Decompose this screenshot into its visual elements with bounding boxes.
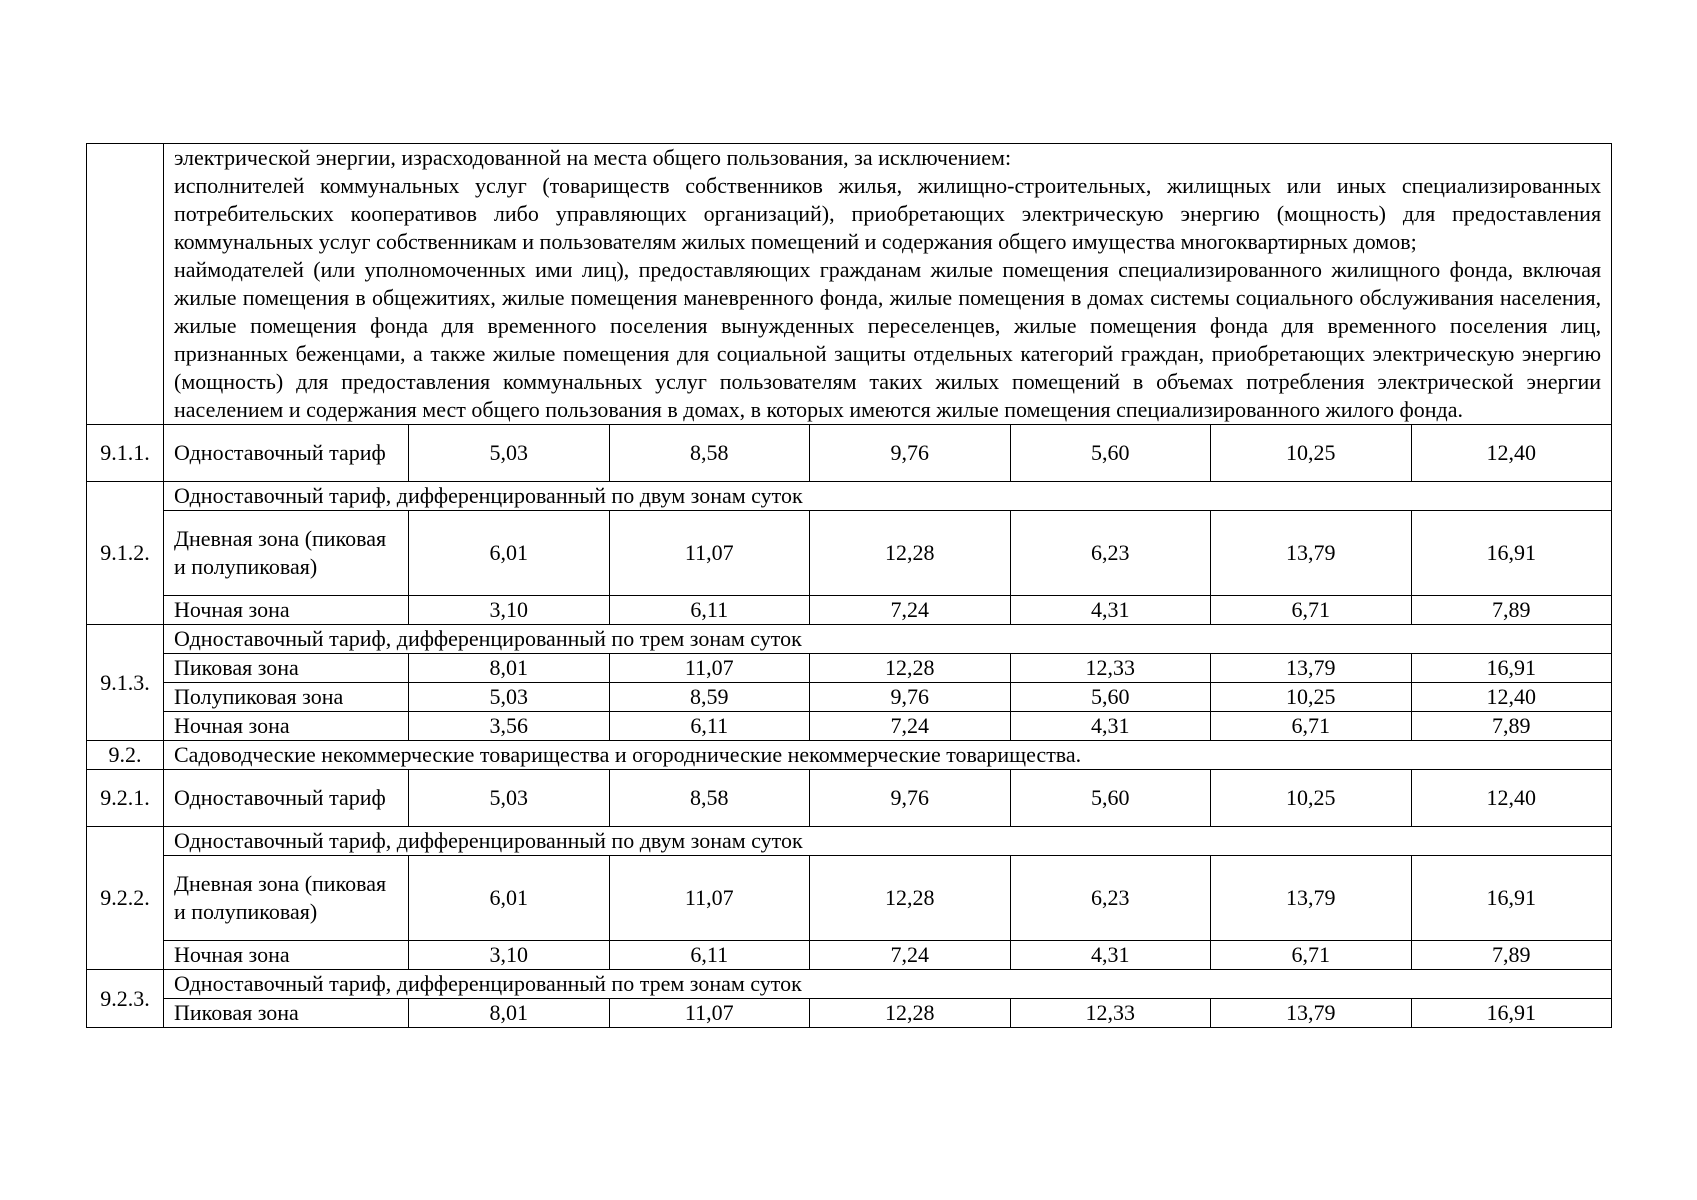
value-cell: 16,91 [1411, 856, 1612, 941]
row-number: 9.2.1. [87, 770, 164, 827]
table-row [87, 999, 1612, 1028]
value-cell: 5,60 [1010, 425, 1211, 482]
value-cell: 12,40 [1411, 683, 1612, 712]
value-cell: 11,07 [609, 999, 810, 1028]
row-label: Дневная зона (пиковая и полупиковая) [164, 511, 409, 596]
row-number: 9.2.2. [87, 827, 164, 970]
section-row [87, 482, 1612, 511]
table-row [87, 596, 1612, 625]
value-cell: 7,89 [1411, 941, 1612, 970]
section-row [87, 625, 1612, 654]
value-cell: 16,91 [1411, 654, 1612, 683]
intro-text-cell [164, 144, 1612, 425]
section-title: Одноставочный тариф, дифференцированный по двум зонам суток [164, 482, 1612, 511]
row-label: Ночная зона [164, 712, 409, 741]
value-cell: 7,24 [810, 941, 1011, 970]
value-cell: 9,76 [810, 770, 1011, 827]
value-cell: 8,58 [609, 770, 810, 827]
value-cell: 6,23 [1010, 511, 1211, 596]
section-row [87, 827, 1612, 856]
value-cell: 13,79 [1211, 654, 1412, 683]
value-cell: 10,25 [1211, 683, 1412, 712]
value-cell: 16,91 [1411, 999, 1612, 1028]
intro-paragraph: наймодателей (или уполномоченных ими лиц), предоставляющих гражданам жилые помещения специализированного жилищного фонда, включая жилые помещения в общежитиях, жилые помещения маневренного фонда, жилые помещения в домах системы социального обслуживания населения, жилые помещения фонда для временного поселения вынужденных переселенцев, жилые помещения фонда для временного поселения лиц, признанных беженцами, а также жилые помещения для социальной защиты отдельных категорий граждан, приобретающих электрическую энергию (мощность) для предоставления коммунальных услуг пользователям таких жилых помещений в объемах потребления электрической энергии населением и содержания мест общего пользования в домах, в которых имеются жилые помещения специализированного жилого фонда. [174, 257, 1602, 422]
table-row [87, 856, 1612, 941]
table-row [87, 770, 1612, 827]
section-title: Одноставочный тариф, дифференцированный по двум зонам суток [164, 827, 1612, 856]
table-row [87, 654, 1612, 683]
value-cell: 8,01 [409, 999, 610, 1028]
value-cell: 11,07 [609, 856, 810, 941]
value-cell: 4,31 [1010, 941, 1211, 970]
value-cell: 13,79 [1211, 856, 1412, 941]
value-cell: 7,89 [1411, 596, 1612, 625]
table-row [87, 511, 1612, 596]
table-row [87, 683, 1612, 712]
value-cell: 8,01 [409, 654, 610, 683]
value-cell: 3,10 [409, 941, 610, 970]
value-cell: 12,28 [810, 654, 1011, 683]
row-number: 9.2. [87, 741, 164, 770]
row-number: 9.2.3. [87, 970, 164, 1028]
value-cell: 12,33 [1010, 654, 1211, 683]
value-cell: 9,76 [810, 683, 1011, 712]
row-label: Дневная зона (пиковая и полупиковая) [164, 856, 409, 941]
section-title: Одноставочный тариф, дифференцированный по трем зонам суток [164, 970, 1612, 999]
value-cell: 12,28 [810, 511, 1011, 596]
value-cell: 11,07 [609, 511, 810, 596]
table-row [87, 712, 1612, 741]
row-label: Пиковая зона [164, 999, 409, 1028]
value-cell: 5,03 [409, 683, 610, 712]
row-number-cell [87, 144, 164, 425]
value-cell: 6,71 [1211, 712, 1412, 741]
row-label: Одноставочный тариф [164, 770, 409, 827]
value-cell: 6,01 [409, 511, 610, 596]
intro-paragraph: исполнителей коммунальных услуг (товариществ собственников жилья, жилищно-строительных, жилищных или иных специализированных потребительских кооперативов либо управляющих организаций), приобретающих электрическую энергию (мощность) для предоставления коммунальных услуг собственникам и пользователям жилых помещений и содержания общего имущества многоквартирных домов; [174, 173, 1602, 254]
value-cell: 6,11 [609, 596, 810, 625]
section-row [87, 741, 1612, 770]
value-cell: 12,33 [1010, 999, 1211, 1028]
value-cell: 8,58 [609, 425, 810, 482]
value-cell: 13,79 [1211, 511, 1412, 596]
value-cell: 13,79 [1211, 999, 1412, 1028]
row-label: Полупиковая зона [164, 683, 409, 712]
value-cell: 6,01 [409, 856, 610, 941]
value-cell: 5,60 [1010, 770, 1211, 827]
value-cell: 10,25 [1211, 425, 1412, 482]
section-title: Одноставочный тариф, дифференцированный по трем зонам суток [164, 625, 1612, 654]
value-cell: 3,10 [409, 596, 610, 625]
table-row [87, 425, 1612, 482]
value-cell: 6,71 [1211, 596, 1412, 625]
value-cell: 4,31 [1010, 596, 1211, 625]
intro-paragraph: электрической энергии, израсходованной на места общего пользования, за исключением: [174, 145, 1012, 170]
value-cell: 5,03 [409, 770, 610, 827]
value-cell: 6,11 [609, 712, 810, 741]
section-row [87, 970, 1612, 999]
row-number: 9.1.3. [87, 625, 164, 741]
tariff-table [86, 143, 1612, 1028]
value-cell: 12,28 [810, 856, 1011, 941]
value-cell: 6,71 [1211, 941, 1412, 970]
value-cell: 6,11 [609, 941, 810, 970]
section-title: Садоводческие некоммерческие товарищества и огороднические некоммерческие товарищества. [164, 741, 1612, 770]
value-cell: 10,25 [1211, 770, 1412, 827]
value-cell: 12,40 [1411, 425, 1612, 482]
row-number: 9.1.2. [87, 482, 164, 625]
value-cell: 12,40 [1411, 770, 1612, 827]
value-cell: 5,60 [1010, 683, 1211, 712]
row-label: Пиковая зона [164, 654, 409, 683]
value-cell: 4,31 [1010, 712, 1211, 741]
value-cell: 8,59 [609, 683, 810, 712]
value-cell: 9,76 [810, 425, 1011, 482]
value-cell: 11,07 [609, 654, 810, 683]
row-label: Одноставочный тариф [164, 425, 409, 482]
row-label: Ночная зона [164, 941, 409, 970]
value-cell: 7,24 [810, 712, 1011, 741]
table-row [87, 941, 1612, 970]
value-cell: 6,23 [1010, 856, 1211, 941]
row-label: Ночная зона [164, 596, 409, 625]
value-cell: 12,28 [810, 999, 1011, 1028]
value-cell: 16,91 [1411, 511, 1612, 596]
value-cell: 7,24 [810, 596, 1011, 625]
value-cell: 7,89 [1411, 712, 1612, 741]
intro-row [87, 144, 1612, 425]
row-number: 9.1.1. [87, 425, 164, 482]
value-cell: 5,03 [409, 425, 610, 482]
value-cell: 3,56 [409, 712, 610, 741]
